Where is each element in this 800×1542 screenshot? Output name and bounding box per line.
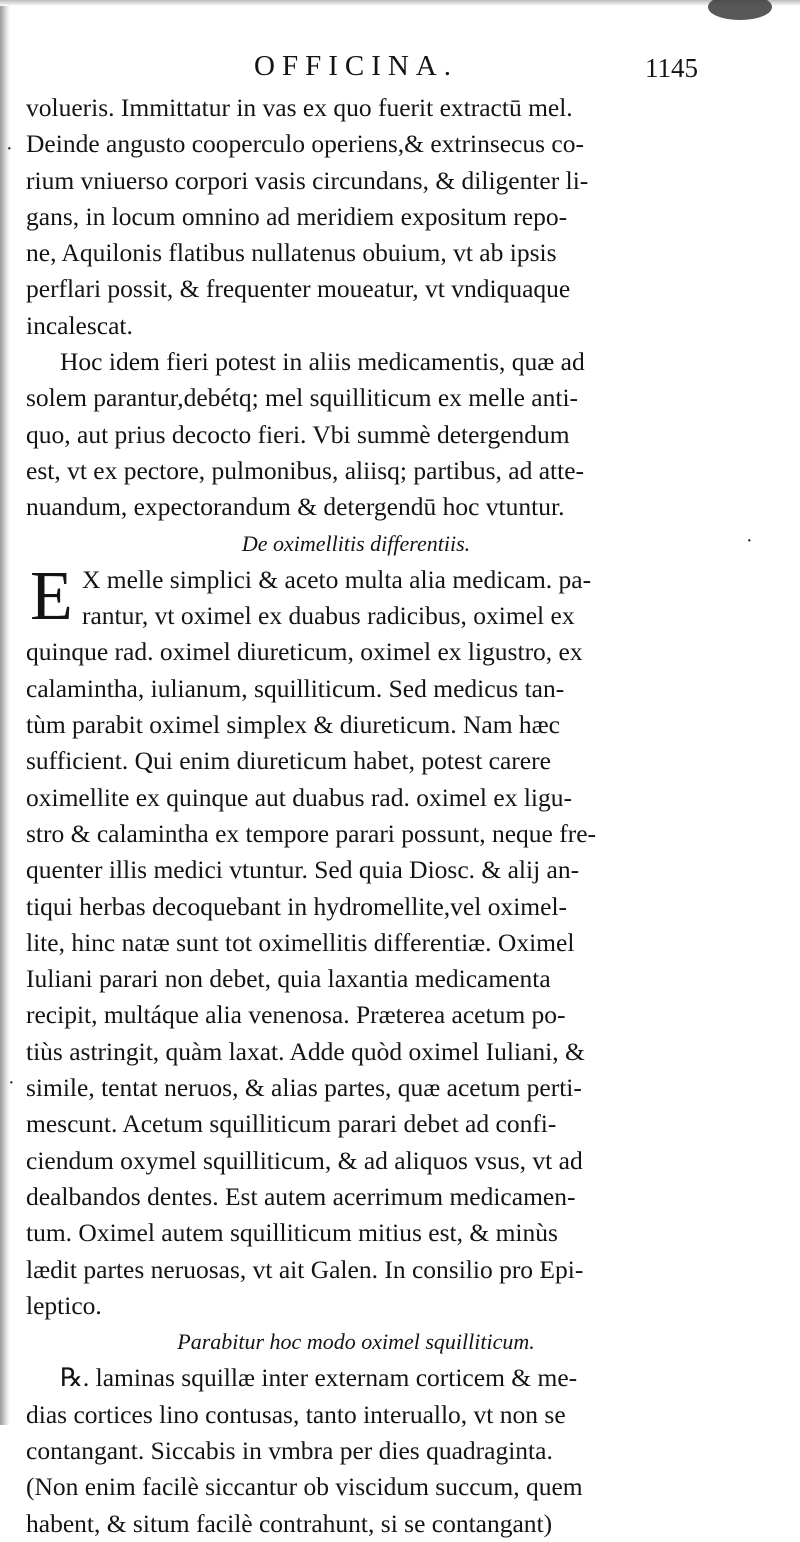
text-line: tiùs astringit, quàm laxat. Adde quòd oximel Iuliani, &	[26, 1036, 585, 1066]
running-title: OFFICINA.	[254, 50, 458, 82]
text-line: recipit, multáque alia venenosa. Præterea acetum po-	[26, 1000, 566, 1030]
text-line: quo, aut prius decocto fieri. Vbi summè detergendum	[26, 419, 570, 449]
page-top-shadow	[0, 0, 800, 6]
text-line: ne, Aquilonis flatibus nullatenus obuium, vt ab ipsis	[26, 238, 557, 268]
book-page	[26, 46, 698, 1542]
text-line: contangant. Siccabis in vmbra per dies quadraginta.	[26, 1435, 553, 1465]
text-line: Hoc idem fieri potest in aliis medicamentis, quæ ad	[60, 347, 585, 377]
text-line: incalescat.	[26, 310, 133, 340]
text-line: est, vt ex pectore, pulmonibus, aliisq; partibus, ad atte-	[26, 455, 585, 485]
text-line: lite, hinc natæ sunt tot oximellitis differentiæ. Oximel	[26, 927, 575, 957]
text-line: nuandum, expectorandum & detergendū hoc vtuntur.	[26, 492, 565, 522]
text-line: tiqui herbas decoquebant in hydromellite,vel oximel-	[26, 891, 568, 921]
margin-dot: ·	[6, 138, 13, 160]
page-header	[26, 46, 698, 90]
margin-dot: ·	[746, 530, 753, 552]
text-line: quinque rad. oximel diureticum, oximel ex ligustro, ex	[26, 637, 583, 667]
margin-dot: ·	[8, 1072, 15, 1094]
section-heading: Parabitur hoc modo oximel squilliticum.	[177, 1329, 535, 1355]
text-line: leptico.	[26, 1290, 102, 1320]
text-line: solem parantur,debétq; mel squilliticum ex melle anti-	[26, 383, 579, 413]
text-line: sufficient. Qui enim diureticum habet, potest carere	[26, 746, 551, 776]
text-line: Deinde angusto cooperculo operiens,& extrinsecus co-	[26, 129, 584, 159]
text-line: calamintha, iulianum, squilliticum. Sed medicus tan-	[26, 673, 565, 703]
text-line: stro & calamintha ex tempore parari possunt, neque fre-	[26, 818, 597, 848]
text-line: rium vniuerso corpori vasis circundans, & diligenter li-	[26, 165, 589, 195]
text-line: ciendum oxymel squilliticum, & ad aliquos vsus, vt ad	[26, 1145, 583, 1175]
section-heading: De oximellitis differentiis.	[241, 530, 471, 556]
text-line: dias cortices lino contusas, tanto interuallo, vt non se	[26, 1399, 566, 1429]
text-line: tum. Oximel autem squilliticum mitius est, & minùs	[26, 1218, 558, 1248]
page-number: 1145	[645, 53, 698, 83]
text-line: simile, tentat neruos, & alias partes, quæ acetum perti-	[26, 1073, 582, 1103]
text-line: dealbandos dentes. Est autem acerrimum medicamen-	[26, 1181, 576, 1211]
text-line: habent, & situm facilè contrahunt, si se contangant)	[26, 1508, 553, 1538]
text-line: rantur, vt oximel ex duabus radicibus, oximel ex	[82, 601, 575, 631]
text-line: oximellite ex quinque aut duabus rad. oximel ex ligu-	[26, 782, 572, 812]
text-line: perflari possit, & frequenter moueatur, vt vndiquaque	[26, 274, 571, 304]
page-edge-shadow	[0, 0, 10, 1425]
text-line: gans, in locum omnino ad meridiem expositum repo-	[26, 201, 568, 231]
corner-smudge	[708, 0, 772, 20]
text-line: tùm parabit oximel simplex & diureticum. Nam hæc	[26, 710, 560, 740]
drop-cap: E	[30, 557, 73, 635]
text-line: Iuliani parari non debet, quia laxantia medicamenta	[26, 964, 551, 994]
text-line: lædit partes neruosas, vt ait Galen. In consilio pro Epi-	[26, 1254, 584, 1284]
body-text	[26, 90, 686, 1542]
text-line: quenter illis medici vtuntur. Sed quia Diosc. & alij an-	[26, 855, 580, 885]
text-line: (Non enim facilè siccantur ob viscidum succum, quem	[26, 1472, 583, 1502]
text-line: mescunt. Acetum squilliticum parari debet ad confi-	[26, 1109, 557, 1139]
text-line: ℞. laminas squillæ inter externam corticem & me-	[60, 1363, 578, 1393]
text-line: volueris. Immittatur in vas ex quo fuerit extractū mel.	[26, 93, 573, 122]
text-line-content: X melle simplici & aceto multa alia medicam. pa-	[82, 564, 592, 594]
